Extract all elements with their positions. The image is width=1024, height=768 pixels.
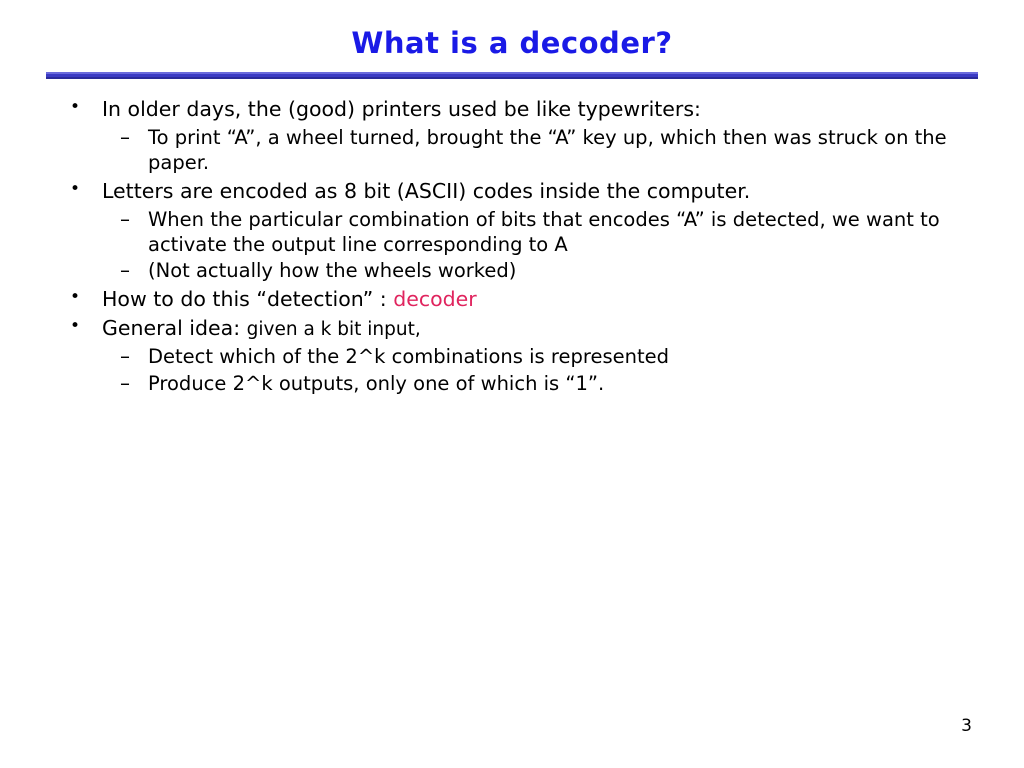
bullet-item-level1 bbox=[50, 315, 990, 396]
sub-bullet-list bbox=[102, 125, 990, 176]
sub-bullet-list bbox=[102, 207, 990, 284]
secondary-text: given a k bit input, bbox=[246, 318, 421, 340]
bullet-text bbox=[148, 208, 940, 256]
accent-term: decoder bbox=[393, 286, 477, 311]
dash-marker-icon: – bbox=[120, 206, 130, 231]
bullet-marker-icon: • bbox=[70, 286, 81, 307]
page-number: 3 bbox=[961, 716, 972, 736]
bullet-item-level2 bbox=[102, 371, 990, 396]
bullet-text bbox=[148, 372, 604, 395]
text-run: Produce 2^k outputs, only one of which is “1”. bbox=[148, 371, 605, 395]
bullet-item-level2 bbox=[102, 207, 990, 258]
dash-marker-icon: – bbox=[120, 258, 130, 283]
bullet-item-level2 bbox=[102, 125, 990, 176]
bullet-item-level1 bbox=[50, 286, 990, 313]
bullet-text bbox=[102, 287, 477, 311]
bullet-text bbox=[102, 316, 421, 340]
bullet-text bbox=[148, 259, 516, 282]
bullet-marker-icon: • bbox=[70, 97, 81, 117]
text-run: (Not actually how the wheels worked) bbox=[148, 259, 517, 283]
text-run: Letters are encoded as 8 bit (ASCII) codes inside the computer. bbox=[102, 178, 751, 203]
bullet-text bbox=[102, 179, 750, 203]
bullet-list bbox=[50, 96, 990, 396]
bullet-item-level2 bbox=[102, 258, 990, 283]
sub-bullet-list bbox=[102, 344, 990, 396]
dash-marker-icon: – bbox=[120, 344, 130, 369]
text-run: Detect which of the 2^k combinations is represented bbox=[148, 345, 669, 369]
text-run: To print “A”, a wheel turned, brought the “A” key up, which then was struck on the paper. bbox=[148, 126, 947, 175]
slide-body bbox=[50, 96, 990, 398]
bullet-text bbox=[148, 345, 669, 368]
bullet-text bbox=[102, 97, 701, 121]
dash-marker-icon: – bbox=[120, 125, 130, 150]
bullet-item-level1 bbox=[50, 96, 990, 176]
text-run: General idea: bbox=[102, 315, 247, 340]
text-run: In older days, the (good) printers used be like typewriters: bbox=[102, 97, 701, 121]
text-run: How to do this “detection” : bbox=[102, 286, 394, 311]
bullet-marker-icon: • bbox=[70, 178, 81, 199]
bullet-item-level1 bbox=[50, 178, 990, 284]
bullet-text bbox=[148, 126, 947, 174]
bullet-marker-icon: • bbox=[70, 315, 81, 336]
bullet-item-level2 bbox=[102, 344, 990, 369]
title-divider bbox=[46, 72, 978, 79]
text-run: When the particular combination of bits that encodes “A” is detected, we want to activate the output line corresponding to A bbox=[148, 207, 940, 257]
page-title: What is a decoder? bbox=[351, 26, 673, 60]
dash-marker-icon: – bbox=[120, 370, 130, 395]
